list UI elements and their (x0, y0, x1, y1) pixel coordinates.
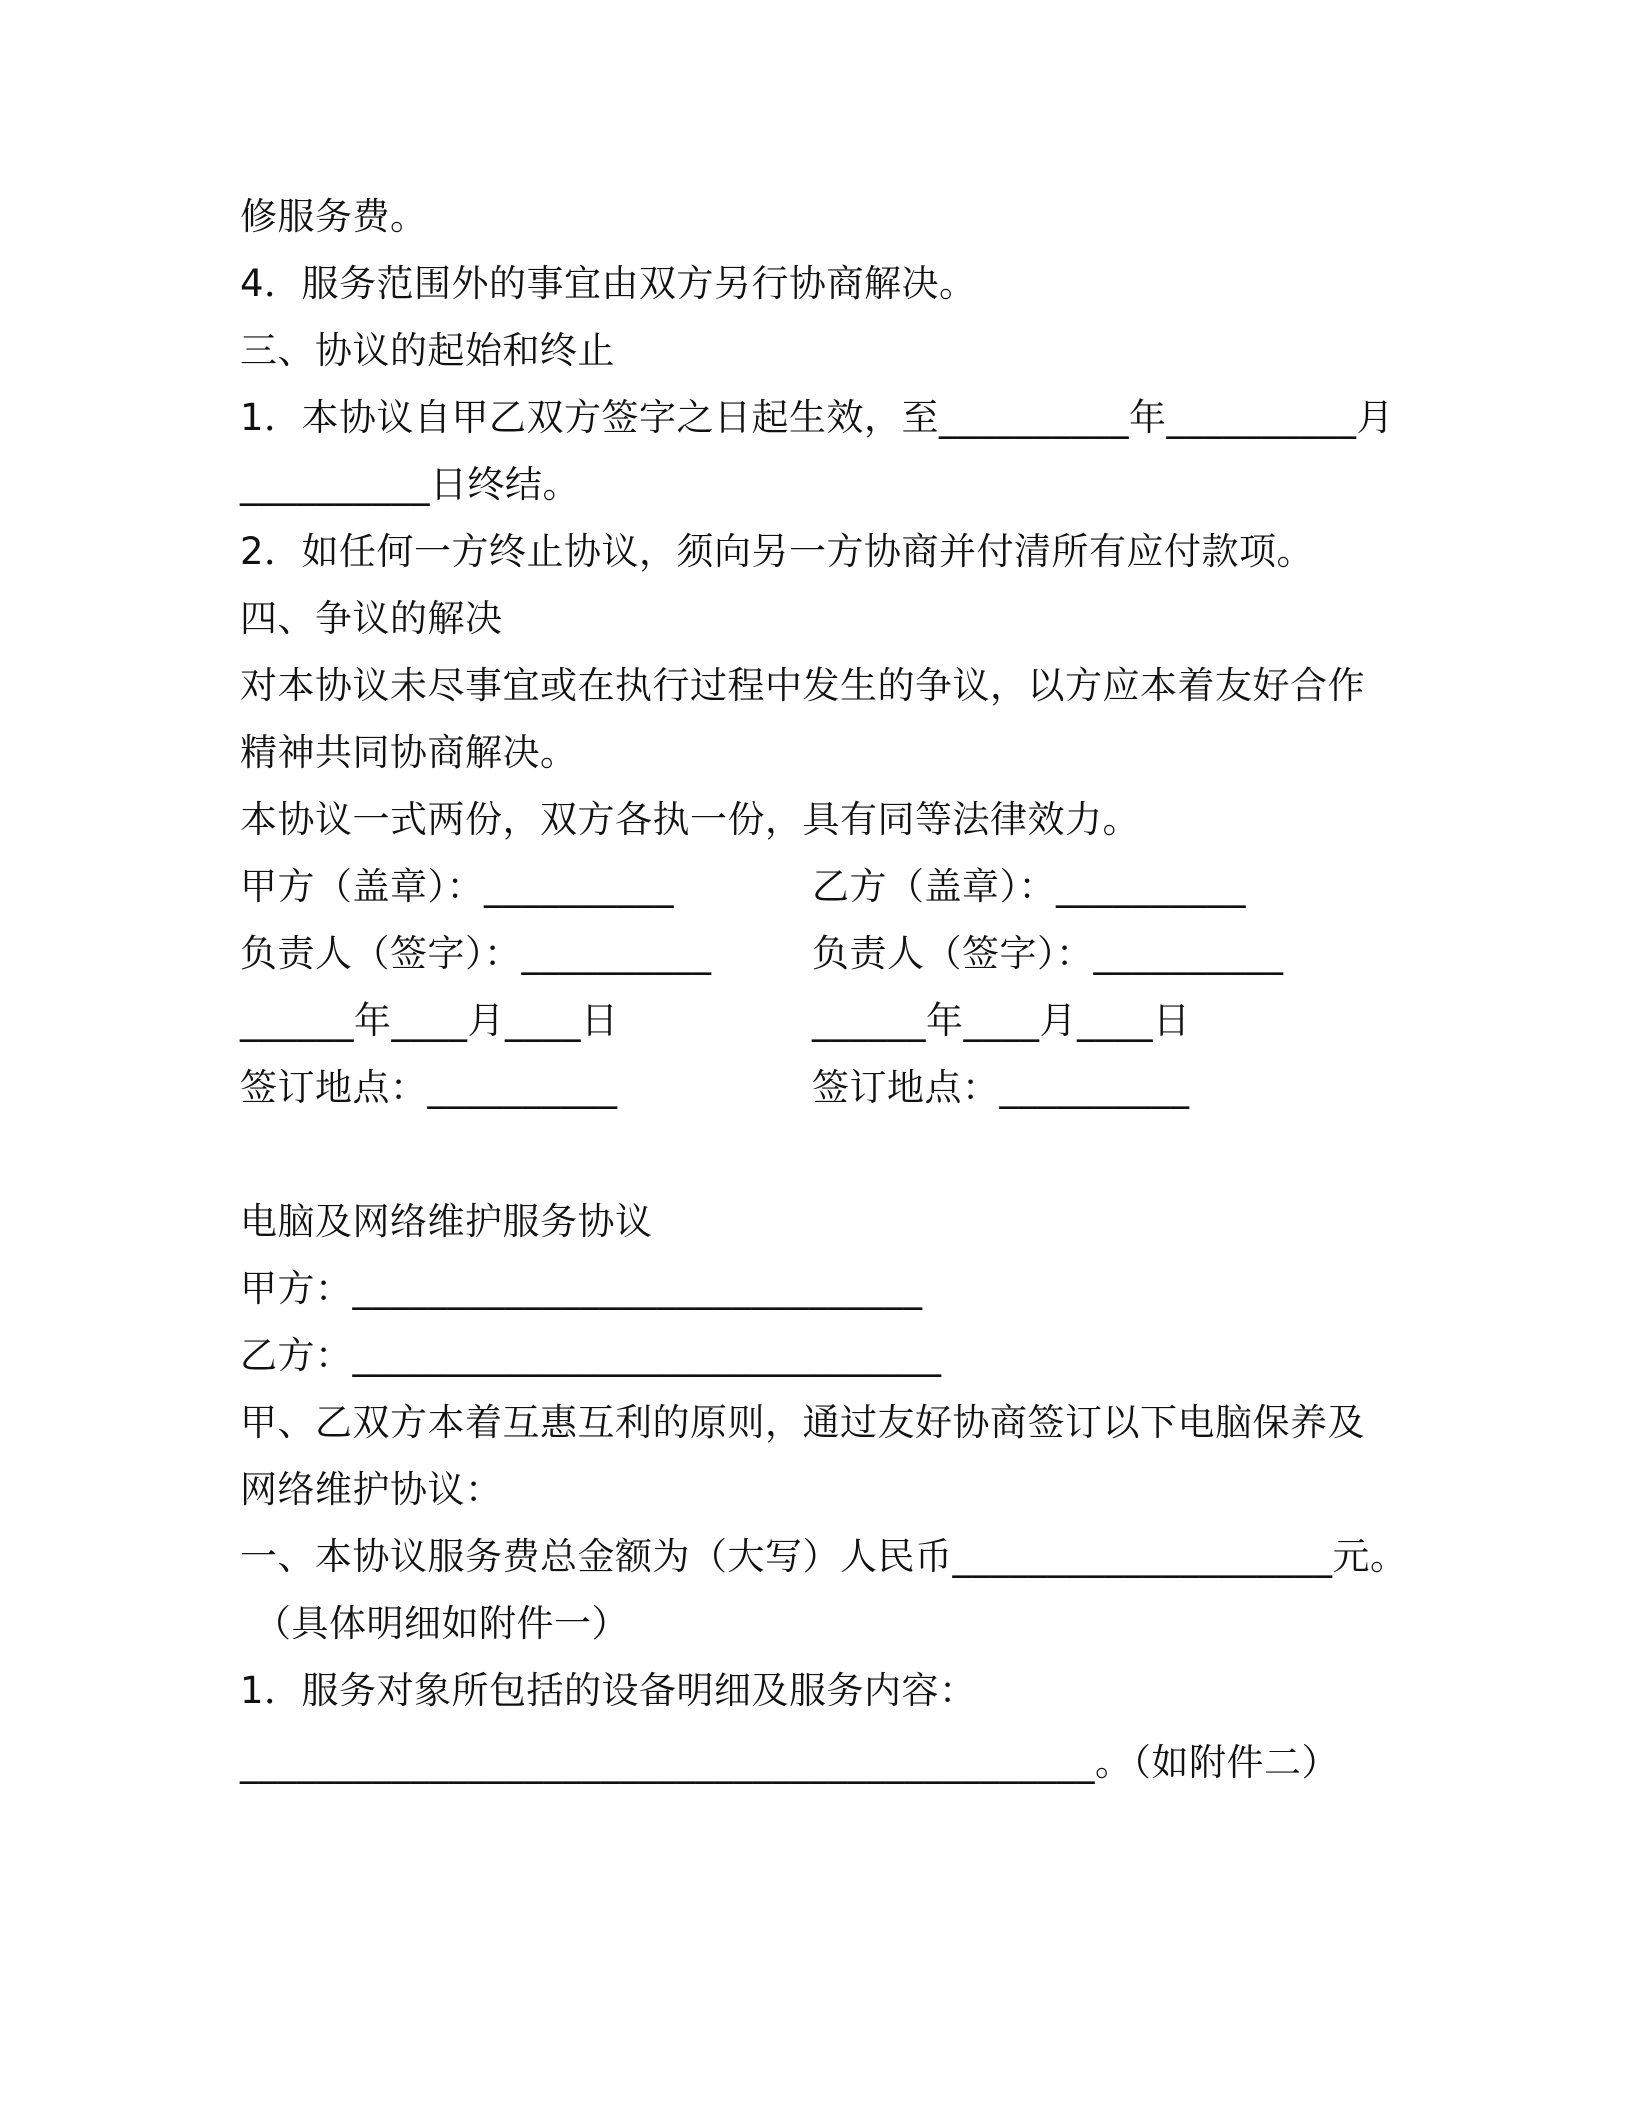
section-heading: 三、协议的起始和终止 (240, 329, 615, 372)
text-line: 网络维护协议： (240, 1468, 503, 1511)
party-b-seal-field: 乙方（盖章）：__________ (812, 865, 1246, 908)
party-a-field: 甲方：______________________________ (240, 1267, 923, 1310)
party-a-location-field: 签订地点：__________ (240, 1066, 618, 1109)
text-line: 4．服务范围外的事宜由双方另行协商解决。 (240, 262, 977, 305)
text-line: 2．如任何一方终止协议，须向另一方协商并付清所有应付款项。 (240, 530, 1315, 573)
party-b-signer-field: 负责人（签字）：__________ (812, 932, 1284, 975)
text-line: 精神共同协商解决。 (240, 731, 578, 774)
agreement-title: 电脑及网络维护服务协议 (240, 1200, 653, 1243)
section-heading: 四、争议的解决 (240, 597, 503, 640)
party-b-location-field: 签订地点：__________ (812, 1066, 1190, 1109)
blank-line: _____________________________________________。（如附件二） (240, 1741, 1339, 1784)
party-b-field: 乙方：_______________________________ (240, 1334, 942, 1377)
party-b-date-field: ______年____月____日 (812, 999, 1191, 1042)
text-line: 本协议一式两份，双方各执一份，具有同等法律效力。 (240, 798, 1140, 841)
fee-line: 一、本协议服务费总金额为（大写）人民币____________________元。 (240, 1535, 1408, 1578)
text-line: __________日终结。 (240, 463, 580, 506)
text-line: 1．服务对象所包括的设备明细及服务内容： (240, 1669, 977, 1712)
text-line: 1．本协议自甲乙双方签字之日起生效，至__________年__________月 (240, 396, 1395, 439)
text-line: 修服务费。 (240, 195, 428, 238)
fee-note: （具体明细如附件一） (254, 1602, 629, 1645)
party-a-date-field: ______年____月____日 (240, 999, 619, 1042)
text-line: 甲、乙双方本着互惠互利的原则，通过友好协商签订以下电脑保养及 (240, 1401, 1365, 1444)
party-a-seal-field: 甲方（盖章）：__________ (240, 865, 674, 908)
party-a-signer-field: 负责人（签字）：__________ (240, 932, 712, 975)
text-line: 对本协议未尽事宜或在执行过程中发生的争议，以方应本着友好合作 (240, 664, 1365, 707)
